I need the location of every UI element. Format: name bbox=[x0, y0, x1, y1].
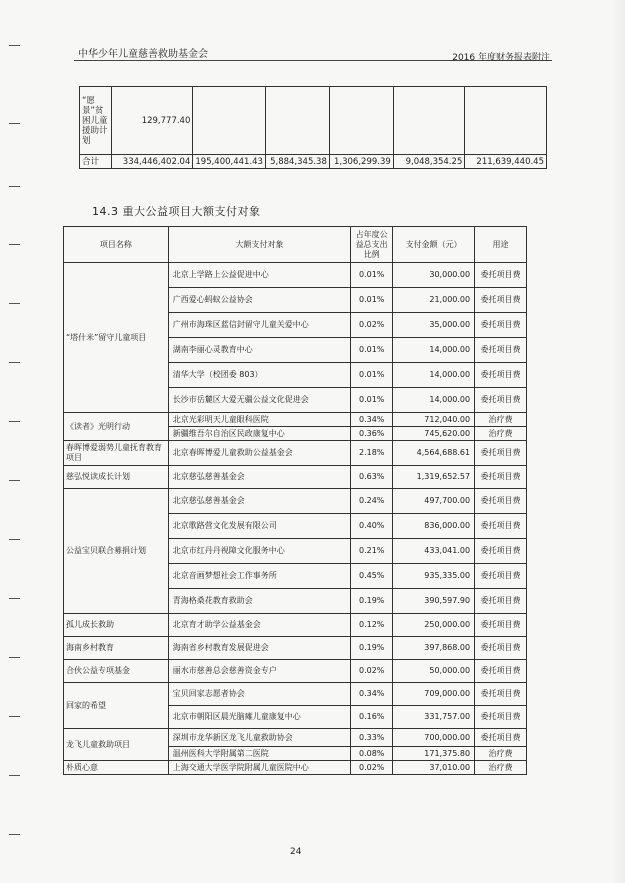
usage-cell: 委托项目费 bbox=[475, 637, 527, 660]
ratio-cell: 0.01% bbox=[351, 363, 393, 388]
recipient-cell: 上海交通大学医学院附属儿童医院中心 bbox=[168, 761, 350, 775]
usage-cell: 委托项目费 bbox=[475, 263, 527, 288]
usage-cell: 委托项目费 bbox=[475, 363, 527, 388]
recipient-cell: 清华大学（校团委 803） bbox=[168, 363, 350, 388]
amount-cell: 21,000.00 bbox=[393, 288, 475, 313]
ratio-cell: 0.19% bbox=[351, 637, 393, 660]
table-row bbox=[64, 413, 527, 427]
column-header-recipient: 大额支付对象 bbox=[168, 227, 350, 263]
usage-cell: 委托项目费 bbox=[475, 313, 527, 338]
ratio-cell: 0.36% bbox=[351, 427, 393, 441]
table-row bbox=[64, 466, 527, 489]
usage-cell: 委托项目费 bbox=[475, 514, 527, 539]
project-name-cell: 《读者》光明行动 bbox=[64, 413, 169, 441]
binding-mark bbox=[9, 716, 20, 717]
table-cell: 334,446,402.04 bbox=[111, 155, 193, 169]
recipient-cell: 新疆维吾尔自治区民政康复中心 bbox=[168, 427, 350, 441]
table-row bbox=[64, 683, 527, 706]
amount-cell: 397,868.00 bbox=[393, 637, 475, 660]
usage-cell: 委托项目费 bbox=[475, 441, 527, 466]
ratio-cell: 0.01% bbox=[351, 388, 393, 413]
amount-cell: 433,041.00 bbox=[393, 539, 475, 564]
table-cell: 1,306,299.39 bbox=[329, 155, 393, 169]
recipient-cell: 北京上学路上公益促进中心 bbox=[168, 263, 350, 288]
table-row bbox=[64, 761, 527, 775]
ratio-cell: 0.40% bbox=[351, 514, 393, 539]
binding-mark bbox=[9, 45, 20, 46]
recipient-cell: 北京歌路营文化发展有限公司 bbox=[168, 514, 350, 539]
page-number: 24 bbox=[290, 847, 302, 857]
usage-cell: 治疗费 bbox=[475, 747, 527, 761]
ratio-cell: 0.01% bbox=[351, 288, 393, 313]
recipient-cell: 温州医科大学附属第二医院 bbox=[168, 747, 350, 761]
amount-cell: 4,564,688.61 bbox=[393, 441, 475, 466]
usage-cell: 委托项目费 bbox=[475, 288, 527, 313]
recipient-cell: 丽水市慈善总会慈善资金专户 bbox=[168, 660, 350, 683]
amount-cell: 700,000.00 bbox=[393, 729, 475, 747]
usage-cell: 委托项目费 bbox=[475, 729, 527, 747]
usage-cell: 委托项目费 bbox=[475, 539, 527, 564]
table-cell bbox=[265, 87, 329, 155]
table-row bbox=[64, 489, 527, 514]
usage-cell: 委托项目费 bbox=[475, 614, 527, 637]
recipient-cell: 湖南李丽心灵教育中心 bbox=[168, 338, 350, 363]
usage-cell: 委托项目费 bbox=[475, 388, 527, 413]
binding-mark bbox=[9, 244, 20, 245]
amount-cell: 171,375.80 bbox=[393, 747, 475, 761]
binding-mark bbox=[9, 480, 20, 481]
project-name-cell: 春晖博爱弱势儿童抚育教育项目 bbox=[64, 441, 169, 466]
amount-cell: 14,000.00 bbox=[393, 363, 475, 388]
table-cell: 195,400,441.43 bbox=[193, 155, 266, 169]
ratio-cell: 0.01% bbox=[351, 338, 393, 363]
usage-cell: 委托项目费 bbox=[475, 489, 527, 514]
ratio-cell: 0.12% bbox=[351, 614, 393, 637]
ratio-cell: 0.63% bbox=[351, 466, 393, 489]
ratio-cell: 0.02% bbox=[351, 313, 393, 338]
usage-cell: 委托项目费 bbox=[475, 466, 527, 489]
continued-summary-table bbox=[79, 86, 547, 169]
usage-cell: 委托项目费 bbox=[475, 564, 527, 589]
table-row bbox=[64, 441, 527, 466]
amount-cell: 1,319,652.57 bbox=[393, 466, 475, 489]
table-cell: 5,884,345.38 bbox=[265, 155, 329, 169]
recipient-cell: 北京市朝阳区晨光脑瘫儿童康复中心 bbox=[168, 706, 350, 729]
amount-cell: 836,000.00 bbox=[393, 514, 475, 539]
recipient-cell: 广州市海珠区蓝信封留守儿童关爱中心 bbox=[168, 313, 350, 338]
amount-cell: 35,000.00 bbox=[393, 313, 475, 338]
ratio-cell: 0.33% bbox=[351, 729, 393, 747]
amount-cell: 390,597.90 bbox=[393, 589, 475, 614]
ratio-cell: 0.01% bbox=[351, 263, 393, 288]
project-name-cell: 龙飞儿童救助项目 bbox=[64, 729, 169, 761]
table-cell bbox=[465, 87, 547, 155]
table-cell bbox=[193, 87, 266, 155]
project-name-cell: 朴质心意 bbox=[64, 761, 169, 775]
recipient-cell: 北京慈弘慈善基金会 bbox=[168, 466, 350, 489]
column-header-project: 项目名称 bbox=[64, 227, 169, 263]
ratio-cell: 0.02% bbox=[351, 660, 393, 683]
amount-cell: 712,040.00 bbox=[393, 413, 475, 427]
ratio-cell: 0.34% bbox=[351, 413, 393, 427]
table-row bbox=[64, 263, 527, 288]
binding-mark bbox=[9, 362, 20, 363]
recipient-cell: 北京市红丹丹视障文化服务中心 bbox=[168, 539, 350, 564]
usage-cell: 委托项目费 bbox=[475, 589, 527, 614]
amount-cell: 250,000.00 bbox=[393, 614, 475, 637]
table-row bbox=[64, 637, 527, 660]
amount-cell: 14,000.00 bbox=[393, 388, 475, 413]
binding-mark bbox=[9, 303, 20, 304]
ratio-cell: 0.02% bbox=[351, 761, 393, 775]
binding-mark bbox=[9, 834, 20, 835]
amount-cell: 14,000.00 bbox=[393, 338, 475, 363]
project-name-cell: 回家的希望 bbox=[64, 683, 169, 729]
organization-name: 中华少年儿童慈善救助基金会 bbox=[78, 49, 208, 60]
binding-mark bbox=[9, 775, 20, 776]
amount-cell: 935,335.00 bbox=[393, 564, 475, 589]
project-name-cell: 海南乡村教育 bbox=[64, 637, 169, 660]
column-header-usage: 用途 bbox=[475, 227, 527, 263]
recipient-cell: 北京育才助学公益基金会 bbox=[168, 614, 350, 637]
table-cell bbox=[329, 87, 393, 155]
table-row bbox=[80, 87, 547, 155]
table-cell: 211,639,440.45 bbox=[465, 155, 547, 169]
usage-cell: 治疗费 bbox=[475, 427, 527, 441]
ratio-cell: 0.21% bbox=[351, 539, 393, 564]
section-title: 14.3 重大公益项目大额支付对象 bbox=[92, 205, 261, 218]
row-label: “愿景”贫困儿童援助计划 bbox=[80, 87, 112, 155]
usage-cell: 委托项目费 bbox=[475, 660, 527, 683]
usage-cell: 治疗费 bbox=[475, 761, 527, 775]
binding-mark bbox=[9, 598, 20, 599]
usage-cell: 治疗费 bbox=[475, 413, 527, 427]
project-name-cell: 慈弘悦读成长计划 bbox=[64, 466, 169, 489]
recipient-cell: 北京音画梦想社会工作事务所 bbox=[168, 564, 350, 589]
amount-cell: 709,000.00 bbox=[393, 683, 475, 706]
table-cell: 9,048,354.25 bbox=[393, 155, 465, 169]
total-row bbox=[80, 155, 547, 169]
recipient-cell: 长沙市岳麓区大爱无疆公益文化促进会 bbox=[168, 388, 350, 413]
row-label: 合计 bbox=[80, 155, 112, 169]
amount-cell: 50,000.00 bbox=[393, 660, 475, 683]
report-title: 2016 年度财务报表附注 bbox=[452, 53, 550, 63]
column-header-amount: 支付金额（元） bbox=[393, 227, 475, 263]
table-cell: 129,777.40 bbox=[111, 87, 193, 155]
amount-cell: 37,010.00 bbox=[393, 761, 475, 775]
ratio-cell: 0.19% bbox=[351, 589, 393, 614]
recipient-cell: 北京慈弘慈善基金会 bbox=[168, 489, 350, 514]
table-row bbox=[64, 614, 527, 637]
binding-mark bbox=[9, 421, 20, 422]
recipient-cell: 北京春晖博爱儿童救助公益基金会 bbox=[168, 441, 350, 466]
recipient-cell: 北京光彩明天儿童眼科医院 bbox=[168, 413, 350, 427]
column-header-ratio: 占年度公益总支出比例 bbox=[351, 227, 393, 263]
project-name-cell: 孤儿成长救助 bbox=[64, 614, 169, 637]
recipient-cell: 青海格桑花教育救助会 bbox=[168, 589, 350, 614]
project-name-cell: 公益宝贝联合募捐计划 bbox=[64, 489, 169, 614]
page-fold-shade bbox=[611, 0, 625, 883]
ratio-cell: 0.34% bbox=[351, 683, 393, 706]
usage-cell: 委托项目费 bbox=[475, 706, 527, 729]
project-name-cell: “塔什米”留守儿童项目 bbox=[64, 263, 169, 413]
ratio-cell: 0.16% bbox=[351, 706, 393, 729]
ratio-cell: 0.45% bbox=[351, 564, 393, 589]
amount-cell: 30,000.00 bbox=[393, 263, 475, 288]
recipient-cell: 深圳市龙华新区龙飞儿童救助协会 bbox=[168, 729, 350, 747]
amount-cell: 331,757.00 bbox=[393, 706, 475, 729]
amount-cell: 745,620.00 bbox=[393, 427, 475, 441]
recipient-cell: 海南省乡村教育发展促进会 bbox=[168, 637, 350, 660]
table-cell bbox=[393, 87, 465, 155]
header-row bbox=[64, 227, 527, 263]
ratio-cell: 0.08% bbox=[351, 747, 393, 761]
binding-mark bbox=[9, 657, 20, 658]
binding-mark bbox=[9, 123, 20, 124]
page-header bbox=[74, 40, 552, 61]
table-row bbox=[64, 729, 527, 747]
recipient-cell: 宝贝回家志愿者协会 bbox=[168, 683, 350, 706]
project-name-cell: 合伙公益专项基金 bbox=[64, 660, 169, 683]
binding-mark bbox=[9, 539, 20, 540]
recipient-cell: 广西爱心蚂蚁公益协会 bbox=[168, 288, 350, 313]
binding-mark bbox=[9, 186, 20, 187]
usage-cell: 委托项目费 bbox=[475, 338, 527, 363]
payment-recipients-table bbox=[63, 226, 527, 775]
ratio-cell: 0.24% bbox=[351, 489, 393, 514]
usage-cell: 委托项目费 bbox=[475, 683, 527, 706]
table-row bbox=[64, 660, 527, 683]
ratio-cell: 2.18% bbox=[351, 441, 393, 466]
amount-cell: 497,700.00 bbox=[393, 489, 475, 514]
